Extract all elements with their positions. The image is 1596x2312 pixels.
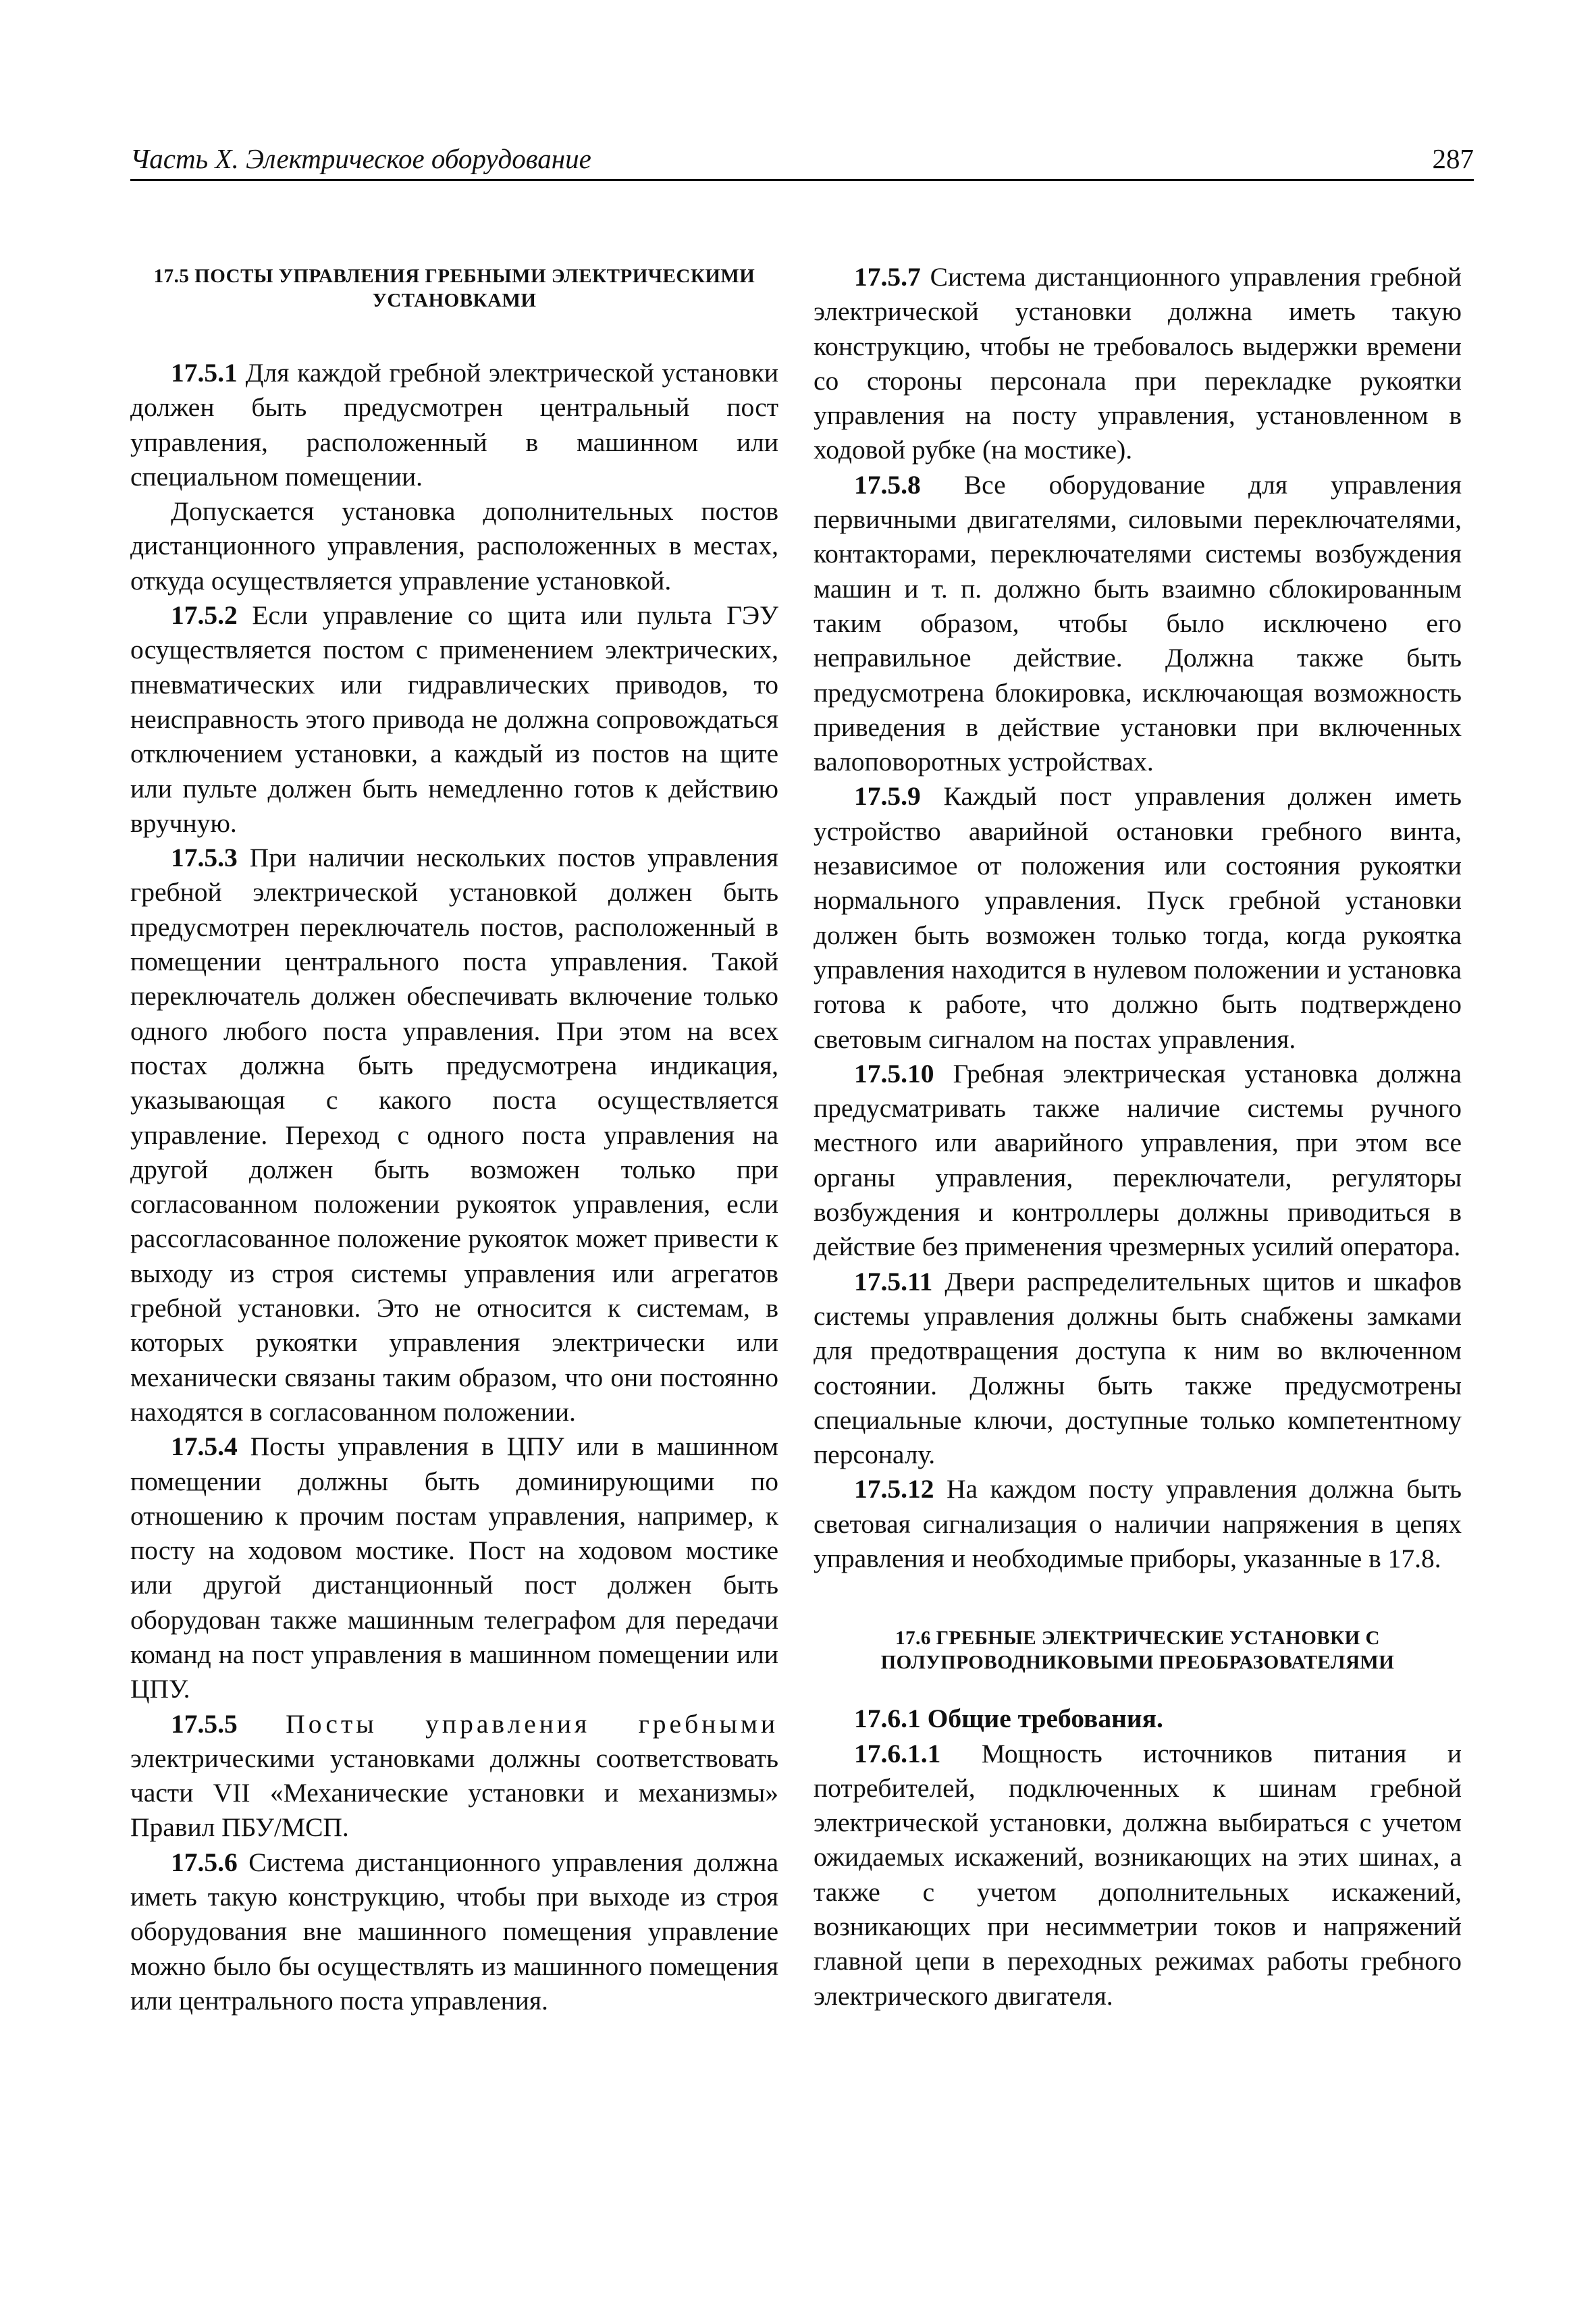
paragraph-17-5-4 [130, 1429, 778, 1706]
paragraph-17-5-8 [814, 468, 1462, 780]
clause-number: 17.5.9 [854, 781, 921, 812]
paragraph-17-5-12 [814, 1472, 1462, 1576]
clause-text: На каждом посту управления должна быть световая сигнализация о наличии напряжения в цепях управления и необходимые приборы, указанные в 17.8. [814, 1474, 1462, 1573]
left-column [130, 260, 778, 2018]
page-header [130, 138, 1474, 181]
clause-number: 17.5.8 [854, 469, 921, 500]
clause-text: электрическими установками должны соответствовать части VII «Механические установки и механизмы» Правил ПБУ/МСП. [130, 1743, 778, 1843]
paragraph-17-5-7 [814, 260, 1462, 468]
clause-text: Система дистанционного управления гребной электрической установки должна иметь такую конструкцию, чтобы не требовалось выдержки времени со стороны персонала при перекладке рукоятки управления на посту управления, установленном в ходовой рубке (на мостике). [814, 262, 1462, 465]
clause-number: 17.5.1 [171, 358, 238, 388]
subsection-heading-17-6-1: 17.6.1 Общие требования. [854, 1704, 1163, 1734]
paragraph-17-5-6 [130, 1845, 778, 2018]
clause-text: При наличии нескольких постов управления гребной электрической установкой должен быть предусмотрен переключатель постов, расположенный в помещении центрального поста управления. Такой переключатель должен обеспечивать включение только одного любого поста управления. При этом на всех постах должна быть предусмотрена индикация, указывающая с какого поста осуществляется управление. Переход с одного поста управления на другой должен быть возможен только при согласованном положении рукояток управления, если рассогласованное положение рукояток может привести к выходу из строя системы управления или агрегатов гребной установки. Это не относится к системам, в которых рукоятки управления электрически или механически связаны таким образом, что они постоянно находятся в согласованном положении. [130, 843, 778, 1427]
running-title: Часть X. Электрическое оборудование [130, 143, 591, 174]
clause-number: 17.5.2 [171, 600, 238, 631]
clause-text: Гребная электрическая установка должна предусматривать также наличие системы ручного местного или аварийного управления, при этом все органы управления, переключатели, регуляторы возбуждения и контроллеры должны приводиться в действие без применения чрезмерных усилий оператора. [814, 1058, 1462, 1262]
clause-number: 17.5.4 [171, 1431, 238, 1462]
clause-number: 17.5.10 [854, 1058, 934, 1088]
paragraph-17-5-1 [130, 356, 778, 494]
clause-number: 17.6.1.1 [854, 1738, 941, 1768]
clause-text: Двери распределительных щитов и шкафов системы управления должны быть снабжены замками для предотвращения доступа к ним во включенном состоянии. Должны быть также предусмотрены специальные ключи, доступные только компетентному персоналу. [814, 1266, 1462, 1470]
right-column [814, 260, 1462, 2014]
paragraph-17-5-1-continued: Допускается установка дополнительных постов дистанционного управления, расположенных в местах, откуда осуществляется управление установкой. [130, 496, 778, 596]
section-heading-17-5: 17.5 ПОСТЫ УПРАВЛЕНИЯ ГРЕБНЫМИ ЭЛЕКТРИЧЕСКИМИ УСТАНОВКАМИ [153, 265, 755, 311]
clause-text: Если управление со щита или пульта ГЭУ осуществляется постом с применением электрических, пневматических или гидравлических приводов, то неисправность этого привода не должна сопровождаться отключением установки, а каждый из постов на щите или пульте должен быть немедленно готов к действию вручную. [130, 600, 778, 838]
clause-text: Каждый пост управления должен иметь устройство аварийной остановки гребного винта, независимое от положения или состояния рукоятки нормального управления. Пуск гребной установки должен быть возможен только тогда, когда рукоятка управления находится в нулевом положении и установка готова к работе, что должно быть подтверждено световым сигналом на постах управления. [814, 781, 1462, 1054]
clause-number: 17.5.3 [171, 843, 238, 873]
clause-text: Мощность источников питания и потребителей, подключенных к шинам гребной электрической установки, должна выбираться с учетом ожидаемых искажений, возникающих на этих шинах, а также с учетом дополнительных искажений, возникающих при несимметрии токов и напряжений главной цепи в переходных режимах работы гребного электрического двигателя. [814, 1738, 1462, 2011]
clause-number: 17.5.5 [171, 1708, 238, 1739]
clause-text: Все оборудование для управления первичными двигателями, силовыми переключателями, контакторами, переключателями системы возбуждения машин и т. п. должно быть взаимно сблокированным таким образом, чтобы было исключено его неправильное действие. Должна также быть предусмотрена блокировка, исключающая возможность приведения в действие установки при включенных валоповоротных устройствах. [814, 469, 1462, 777]
clause-number: 17.5.7 [854, 262, 921, 292]
paragraph-17-5-3 [130, 841, 778, 1429]
paragraph-17-5-5 [130, 1707, 778, 1845]
page-number: 287 [1432, 143, 1474, 174]
paragraph-17-5-2 [130, 598, 778, 841]
paragraph-17-6-1-1 [814, 1737, 1462, 2014]
clause-number: 17.5.6 [171, 1847, 238, 1877]
section-heading-17-6: 17.6 ГРЕБНЫЕ ЭЛЕКТРИЧЕСКИЕ УСТАНОВКИ С ПОЛУПРОВОДНИКОВЫМИ ПРЕОБРАЗОВАТЕЛЯМИ [880, 1627, 1395, 1674]
clause-text: Система дистанционного управления должна иметь такую конструкцию, чтобы при выходе из строя оборудования вне машинного помещения управление можно было бы осуществлять из машинного помещения или центрального поста управления. [130, 1847, 778, 2016]
clause-text-spaced: Посты управления гребными [237, 1708, 778, 1739]
paragraph-17-5-11 [814, 1265, 1462, 1473]
paragraph-17-5-10 [814, 1057, 1462, 1265]
clause-text: Для каждой гребной электрической установки должен быть предусмотрен центральный пост управления, расположенный в машинном или специальном помещении. [130, 358, 778, 492]
clause-number: 17.5.11 [854, 1266, 933, 1296]
paragraph-17-5-9 [814, 779, 1462, 1056]
clause-text: Посты управления в ЦПУ или в машинном помещении должны быть доминирующими по отношению к прочим постам управления, например, к посту на ходовом мостике. Пост на ходовом мостике или другой дистанционный пост должен быть оборудован также машинным телеграфом для передачи команд на пост управления в машинном помещении или ЦПУ. [130, 1431, 778, 1704]
clause-number: 17.5.12 [854, 1474, 934, 1504]
